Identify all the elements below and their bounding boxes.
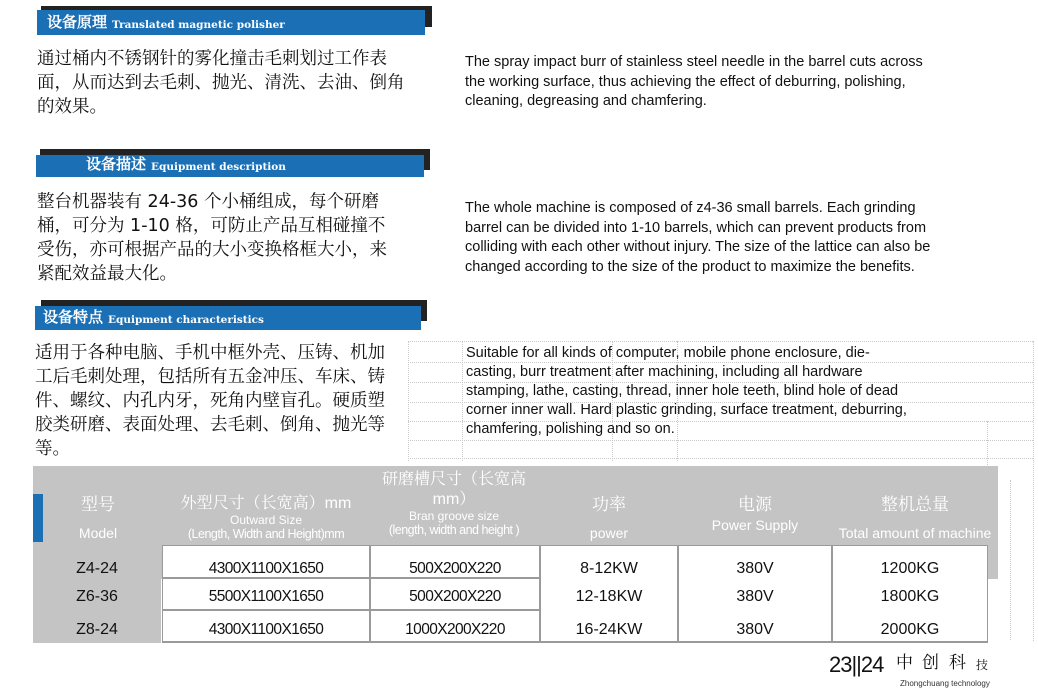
company-name-en: Zhongchuang technology — [900, 679, 990, 688]
header-outward-size: 外型尺寸（长宽高）mm Outward Size (Length, Width and Height)mm — [180, 495, 352, 541]
description-header — [36, 155, 424, 177]
description-text-zh: 整台机器装有 24-36 个小桶组成，每个研磨 桶，可分为 1-10 格，可防止产品互相碰撞不 受伤，亦可根据产品的大小变换格框大小，来 紧配效益最大化。 — [37, 192, 387, 284]
outward-size-cell: 4300X1100X1650 — [208, 621, 324, 638]
characteristics-text-en: Suitable for all kinds of computer, mobile phone enclosure, die- casting, burr treatment after machining, including all hardware stamping, lathe, casting, thread, inner hole teeth, blind hole of dead corner inner wall. Hard plastic grinding, surface treatment, deburring, chamfering, polishing and so on. — [466, 345, 907, 437]
principle-text-zh: 通过桶内不锈钢针的雾化撞击毛刺划过工作表 面，从而达到去毛刺、抛光、清洗、去油、倒角 的效果。 — [37, 49, 405, 117]
company-name-zh-1: 中 — [896, 653, 913, 673]
groove-size-cell: 1000X200X220 — [405, 621, 505, 638]
power-supply-cell: 380V — [736, 588, 774, 605]
power-cell: 8-12KW — [580, 560, 638, 577]
characteristics-text-zh: 适用于各种电脑、手机中框外壳、压铸、机加 工后毛刺处理，包括所有五金冲压、车床、铸 件、螺纹、内孔内牙，死角内壁盲孔。硬质塑 胶类研磨、表面处理、去毛刺、倒角、抛光等 等。 — [35, 343, 385, 459]
company-name-zh-2: 创 — [922, 653, 939, 673]
page-numbers: 23||24 — [829, 652, 884, 677]
total-amount-cell: 1800KG — [880, 588, 940, 605]
company-name-zh-4: 技 — [976, 658, 989, 672]
principle-text-en: The spray impact burr of stainless steel needle in the barrel cuts across the working surface, thus achieving the effect of deburring, polishing, cleaning, degreasing and chamfering. — [465, 54, 923, 109]
company-name-zh-3: 科 — [949, 653, 966, 673]
power-supply-cell: 380V — [736, 621, 774, 638]
principle-header — [37, 10, 425, 35]
header-power-supply: 电源 Power Supply — [711, 495, 799, 533]
description-text-en: The whole machine is composed of z4-36 small barrels. Each grinding barrel can be divided into 1-10 barrels, which can prevent products from colliding with each other without injury. The size of the lattice can also be changed according to the size of the product to maximize the benefits. — [465, 200, 931, 275]
characteristics-header — [35, 306, 421, 330]
header-total-amount: 整机总量 Total amount of machine — [838, 495, 992, 541]
model-cell: Z4-24 — [76, 560, 118, 577]
total-amount-cell: 2000KG — [880, 621, 940, 638]
power-supply-cell: 380V — [736, 560, 774, 577]
groove-size-cell: 500X200X220 — [409, 560, 501, 577]
model-cell: Z8-24 — [76, 621, 118, 638]
table-bottom-rule — [162, 641, 988, 643]
characteristics-title-en: Equipment characteristics — [108, 314, 264, 326]
groove-size-cell: 500X200X220 — [409, 588, 501, 605]
characteristics-title-zh: 设备特点 — [43, 308, 104, 326]
header-model: 型号 Model — [78, 495, 118, 541]
total-amount-cell: 1200KG — [880, 560, 940, 577]
description-title-zh: 设备描述 — [86, 155, 147, 173]
principle-title-en: Translated magnetic polisher — [112, 19, 285, 31]
header-groove-size: 研磨槽尺寸（长宽高 mm） Bran groove size (length, width and height ) — [381, 471, 526, 537]
description-title-en: Equipment description — [151, 161, 286, 173]
outward-size-cell: 5500X1100X1650 — [208, 588, 324, 605]
model-cell: Z6-36 — [76, 588, 118, 605]
power-cell: 12-18KW — [575, 588, 643, 605]
header-power: 功率 power — [589, 495, 629, 541]
principle-title-zh: 设备原理 — [47, 13, 108, 31]
power-cell: 16-24KW — [575, 621, 643, 638]
outward-size-cell: 4300X1100X1650 — [208, 560, 324, 577]
